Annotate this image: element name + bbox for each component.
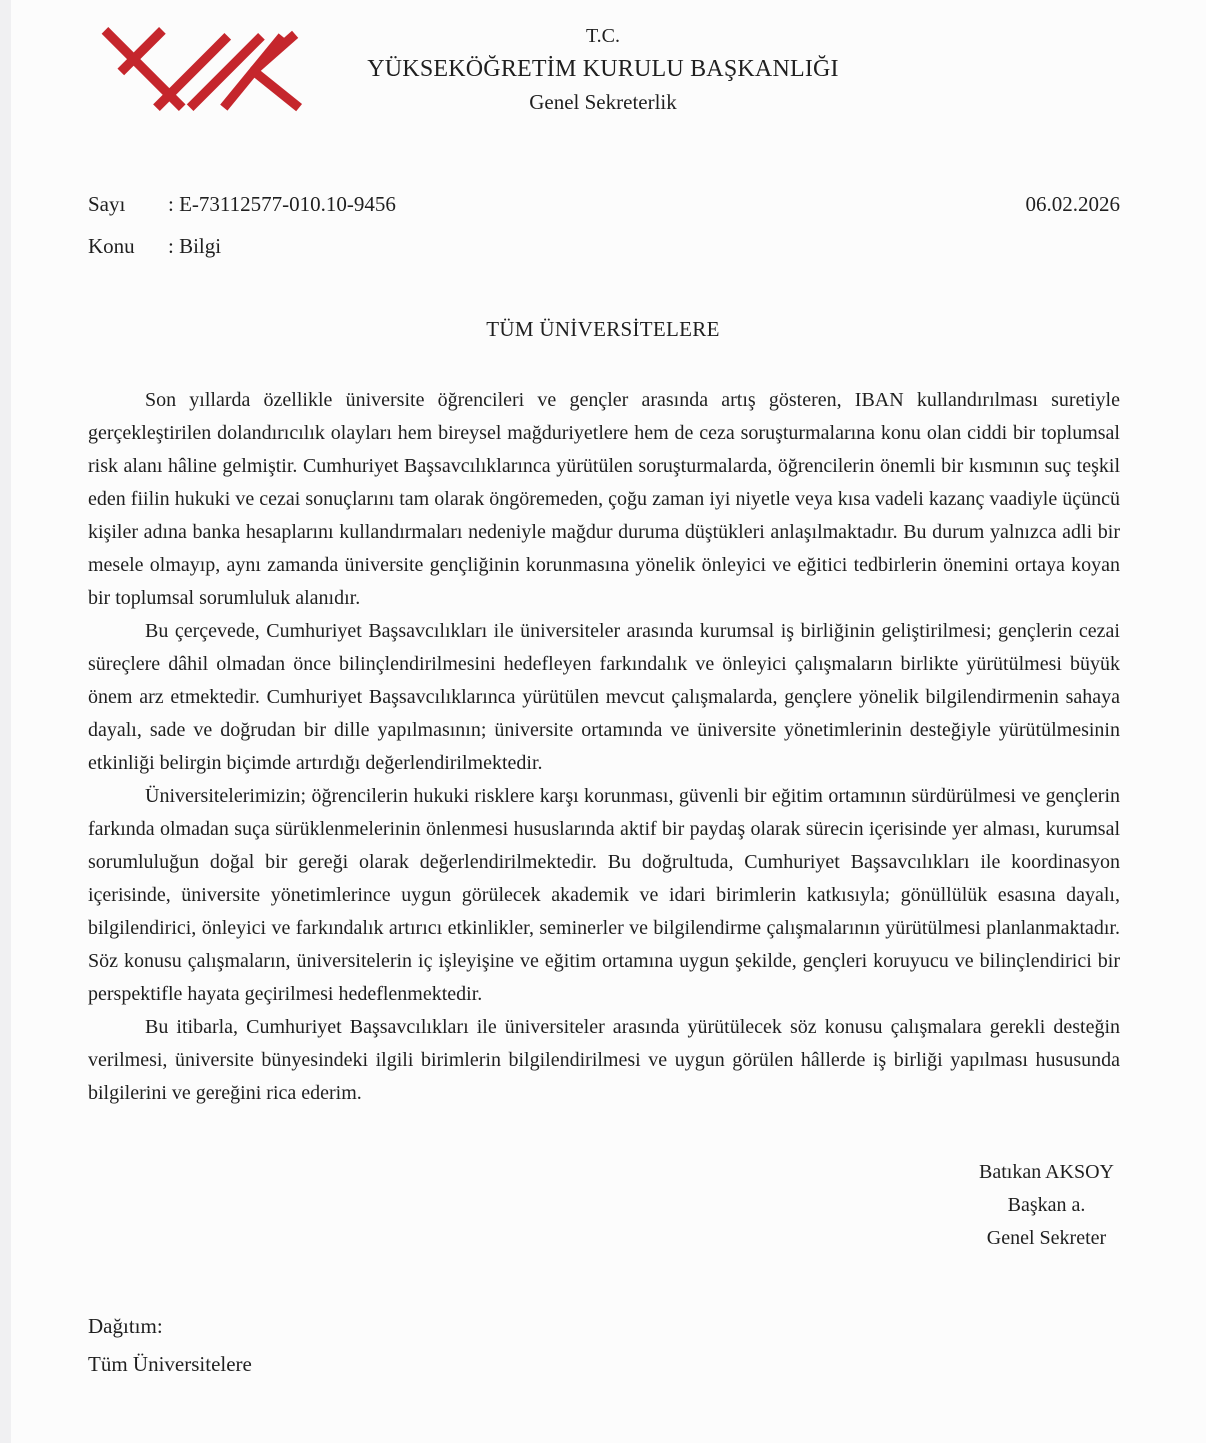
- signer-name: Batıkan AKSOY: [979, 1161, 1114, 1183]
- yok-logo-icon: [99, 26, 309, 119]
- letter-body: [88, 384, 1120, 1110]
- signature-block: [979, 1156, 1114, 1255]
- letter-number-row: [88, 183, 1120, 225]
- letterhead-unit: Genel Sekreterlik: [529, 90, 677, 114]
- letter-meta: [88, 183, 1120, 267]
- body-paragraph: Son yıllarda özellikle üniversite öğrencileri ve gençler arasında artış gösteren, IBAN kullandırılması suretiyle gerçekleştirilen dolandırıcılık olayları hem bireysel mağduriyetlere hem de ceza soruşturmalarına konu olan ciddi bir toplumsal risk alanı hâline gelmiştir. Cumhuriyet Başsavcılıklarınca yürütülen soruşturmalarda, öğrencilerin önemli bir kısmının suç teşkil eden fiilin hukuki ve cezai sonuçlarını tam olarak öngöremeden, çoğu zaman iyi niyetle veya kısa vadeli kazanç vaadiyle üçüncü kişiler adına banka hesaplarını kullandırmaları nedeniyle mağdur duruma düştükleri anlaşılmaktadır. Bu durum yalnızca adli bir mesele olmayıp, aynı zamanda üniversite gençliğinin korunmasına yönelik önleyici ve eğitici tedbirlerin önemini ortaya koyan bir toplumsal sorumluluk alanıdır.: [88, 389, 1120, 609]
- letterhead: [0, 20, 1206, 119]
- letter-number-label: Sayı: [88, 192, 126, 216]
- distribution-label: Dağıtım:: [88, 1314, 163, 1338]
- letterhead-institution: YÜKSEKÖĞRETİM KURULU BAŞKANLIĞI: [367, 56, 839, 82]
- letter-number-value: : E-73112577-010.10-9456: [168, 192, 396, 216]
- letter-date: 06.02.2026: [1025, 192, 1120, 216]
- body-paragraph: Bu çerçevede, Cumhuriyet Başsavcılıkları ile üniversiteler arasında kurumsal iş birliğinin geliştirilmesi; gençlerin cezai süreçlere dâhil olmadan önce bilinçlendirilmesini hedefleyen farkındalık ve önleyici çalışmaların birlikte yürütülmesi büyük önem arz etmektedir. Cumhuriyet Başsavcılıklarınca yürütülen mevcut çalışmalarda, gençlere yönelik bilgilendirmenin sahaya dayalı, sade ve doğrudan bir dille yapılmasının; üniversite ortamında ve üniversite yönetimlerinin desteğiyle yürütülmesinin etkinliği belirgin biçimde artırdığı değerlendirilmektedir.: [88, 620, 1120, 774]
- letter-subject-row: [88, 225, 1120, 267]
- distribution-item: Tüm Üniversitelere: [88, 1352, 252, 1376]
- body-paragraph: Üniversitelerimizin; öğrencilerin hukuki risklere karşı korunması, güvenli bir eğitim ortamının sürdürülmesi ve gençlerin farkında olmadan suça sürüklenmelerinin önlenmesi hususlarında aktif bir paydaş olarak sürecin içerisinde yer alması, kurumsal sorumluluğun doğal bir gereği olarak değerlendirilmektedir. Bu doğrultuda, Cumhuriyet Başsavcılıkları ile koordinasyon içerisinde, üniversite yönetimlerince uygun görülecek akademik ve idari birimlerin katkısıyla; gönüllülük esasına dayalı, bilgilendirici, önleyici ve farkındalık artırıcı etkinlikler, seminerler ve bilgilendirme çalışmalarının yürütülmesi planlanmaktadır. Söz konusu çalışmaların, üniversitelerin iç işleyişine ve eğitim ortamına uygun şekilde, gençleri koruyucu ve bilinçlendirici bir perspektifle hayata geçirilmesi hedeflenmektedir.: [88, 785, 1120, 1005]
- signer-title: Genel Sekreter: [986, 1227, 1107, 1249]
- body-paragraph: Bu itibarla, Cumhuriyet Başsavcılıkları ile üniversiteler arasında yürütülecek söz konusu çalışmalara gerekli desteğin verilmesi, üniversite bünyesindeki ilgili birimlerin bilgilendirilmesi ve uygun görülen hâllerde iş birliği yapılması hususunda bilgilerini ve gereğini rica ederim.: [88, 1016, 1120, 1104]
- letter-subject-value: : Bilgi: [168, 234, 222, 258]
- letterhead-republic: T.C.: [585, 25, 621, 47]
- distribution-block: [88, 1307, 1120, 1383]
- recipient-line: TÜM ÜNİVERSİTELERE: [486, 317, 720, 341]
- signer-capacity: Başkan a.: [1007, 1194, 1086, 1216]
- letter-subject-label: Konu: [88, 234, 135, 258]
